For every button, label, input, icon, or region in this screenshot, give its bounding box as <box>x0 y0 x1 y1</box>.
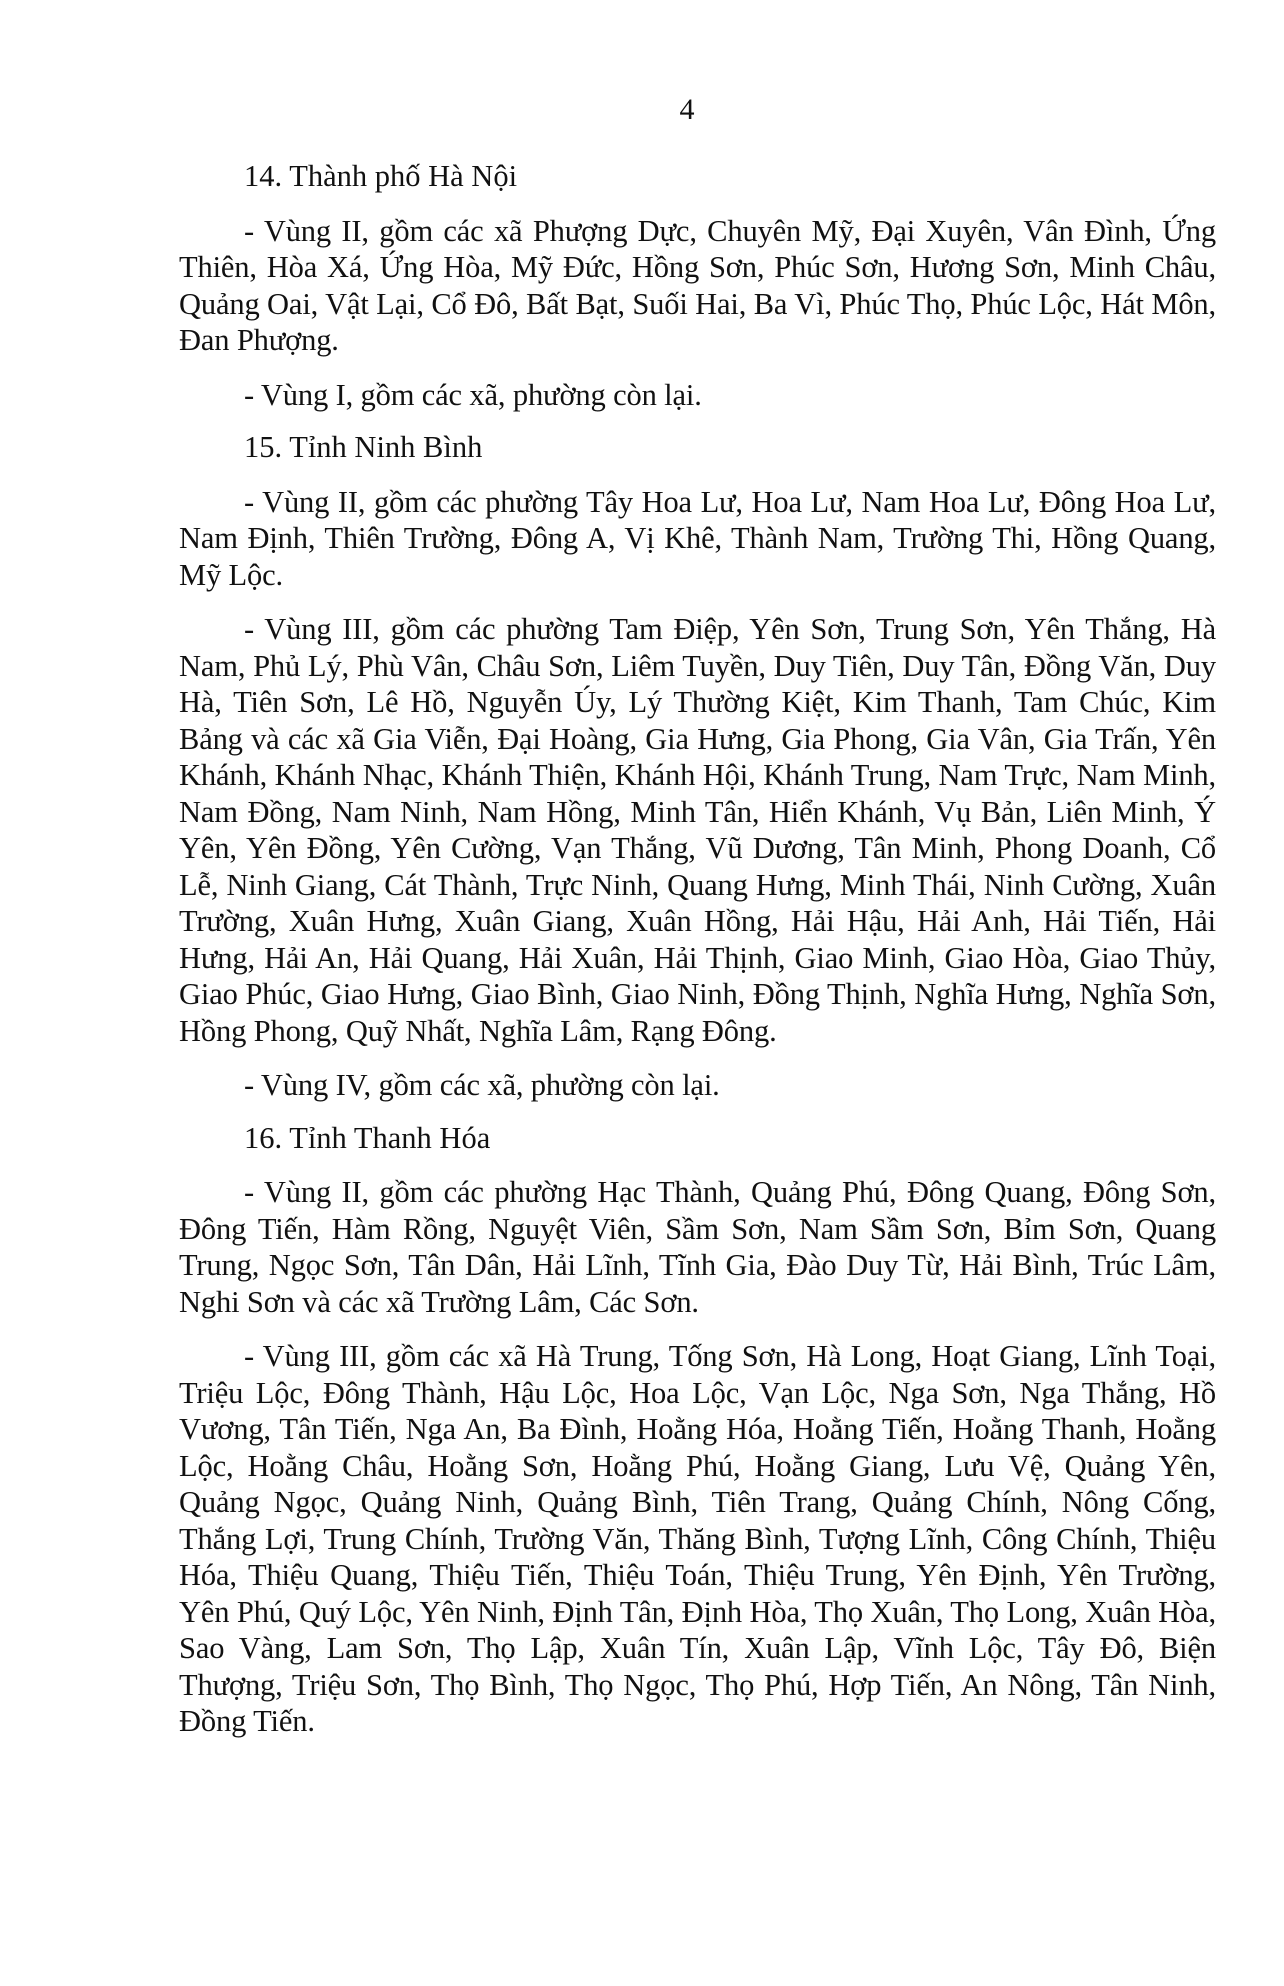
region-paragraph: - Vùng III, gồm các xã Hà Trung, Tống Sơn, Hà Long, Hoạt Giang, Lĩnh Toại, Triệu Lộc, Đông Thành, Hậu Lộc, Hoa Lộc, Vạn Lộc, Nga Sơn, Nga Thắng, Hồ Vương, Tân Tiến, Nga An, Ba Đình, Hoằng Hóa, Hoằng Tiến, Hoằng Thanh, Hoằng Lộc, Hoằng Châu, Hoằng Sơn, Hoằng Phú, Hoằng Giang, Lưu Vệ, Quảng Yên, Quảng Ngọc, Quảng Ninh, Quảng Bình, Tiên Trang, Quảng Chính, Nông Cống, Thắng Lợi, Trung Chính, Trường Văn, Thăng Bình, Tượng Lĩnh, Công Chính, Thiệu Hóa, Thiệu Quang, Thiệu Tiến, Thiệu Toán, Thiệu Trung, Yên Định, Yên Trường, Yên Phú, Quý Lộc, Yên Ninh, Định Tân, Định Hòa, Thọ Xuân, Thọ Long, Xuân Hòa, Sao Vàng, Lam Sơn, Thọ Lập, Xuân Tín, Xuân Lập, Vĩnh Lộc, Tây Đô, Biện Thượng, Triệu Sơn, Thọ Bình, Thọ Ngọc, Thọ Phú, Hợp Tiến, An Nông, Tân Ninh, Đồng Tiến. <box>179 1339 1216 1738</box>
section-heading: 15. Tỉnh Ninh Bình <box>244 430 483 464</box>
page-number: 4 <box>679 93 695 126</box>
region-paragraph: - Vùng II, gồm các xã Phượng Dực, Chuyên Mỹ, Đại Xuyên, Vân Đình, Ứng Thiên, Hòa Xá, Ứng Hòa, Mỹ Đức, Hồng Sơn, Phúc Sơn, Hương Sơn, Minh Châu, Quảng Oai, Vật Lại, Cổ Đô, Bất Bạt, Suối Hai, Ba Vì, Phúc Thọ, Phúc Lộc, Hát Môn, Đan Phượng. <box>179 213 1216 357</box>
section-ninh-binh <box>179 429 1216 1104</box>
region-paragraph: - Vùng I, gồm các xã, phường còn lại. <box>244 377 702 412</box>
region-paragraph: - Vùng II, gồm các phường Tây Hoa Lư, Hoa Lư, Nam Hoa Lư, Đông Hoa Lư, Nam Định, Thiên Trường, Đông A, Vị Khê, Thành Nam, Trường Thi, Hồng Quang, Mỹ Lộc. <box>179 484 1216 592</box>
region-paragraph: - Vùng III, gồm các phường Tam Điệp, Yên Sơn, Trung Sơn, Yên Thắng, Hà Nam, Phủ Lý, Phù Vân, Châu Sơn, Liêm Tuyền, Duy Tiên, Duy Tân, Đồng Văn, Duy Hà, Tiên Sơn, Lê Hồ, Nguyễn Úy, Lý Thường Kiệt, Kim Thanh, Tam Chúc, Kim Bảng và các xã Gia Viễn, Đại Hoàng, Gia Hưng, Gia Phong, Gia Vân, Gia Trấn, Yên Khánh, Khánh Nhạc, Khánh Thiện, Khánh Hội, Khánh Trung, Nam Trực, Nam Minh, Nam Đồng, Nam Ninh, Nam Hồng, Minh Tân, Hiển Khánh, Vụ Bản, Liên Minh, Ý Yên, Yên Đồng, Yên Cường, Vạn Thắng, Vũ Dương, Tân Minh, Phong Doanh, Cổ Lễ, Ninh Giang, Cát Thành, Trực Ninh, Quang Hưng, Minh Thái, Ninh Cường, Xuân Trường, Xuân Hưng, Xuân Giang, Xuân Hồng, Hải Hậu, Hải Anh, Hải Tiến, Hải Hưng, Hải An, Hải Quang, Hải Xuân, Hải Thịnh, Giao Minh, Giao Hòa, Giao Thủy, Giao Phúc, Giao Hưng, Giao Bình, Giao Ninh, Đồng Thịnh, Nghĩa Hưng, Nghĩa Sơn, Hồng Phong, Quỹ Nhất, Nghĩa Lâm, Rạng Đông. <box>179 612 1216 1048</box>
section-thanh-hoa <box>179 1120 1216 1740</box>
section-heading: 14. Thành phố Hà Nội <box>244 159 518 193</box>
document-body <box>179 158 1216 1758</box>
region-paragraph: - Vùng II, gồm các phường Hạc Thành, Quảng Phú, Đông Quang, Đông Sơn, Đông Tiến, Hàm Rồng, Nguyệt Viên, Sầm Sơn, Nam Sầm Sơn, Bỉm Sơn, Quang Trung, Ngọc Sơn, Tân Dân, Hải Lĩnh, Tĩnh Gia, Đào Duy Từ, Hải Bình, Trúc Lâm, Nghi Sơn và các xã Trường Lâm, Các Sơn. <box>179 1175 1216 1319</box>
section-heading: 16. Tỉnh Thanh Hóa <box>244 1120 491 1155</box>
region-paragraph: - Vùng IV, gồm các xã, phường còn lại. <box>244 1068 720 1102</box>
section-ha-noi <box>179 158 1216 413</box>
